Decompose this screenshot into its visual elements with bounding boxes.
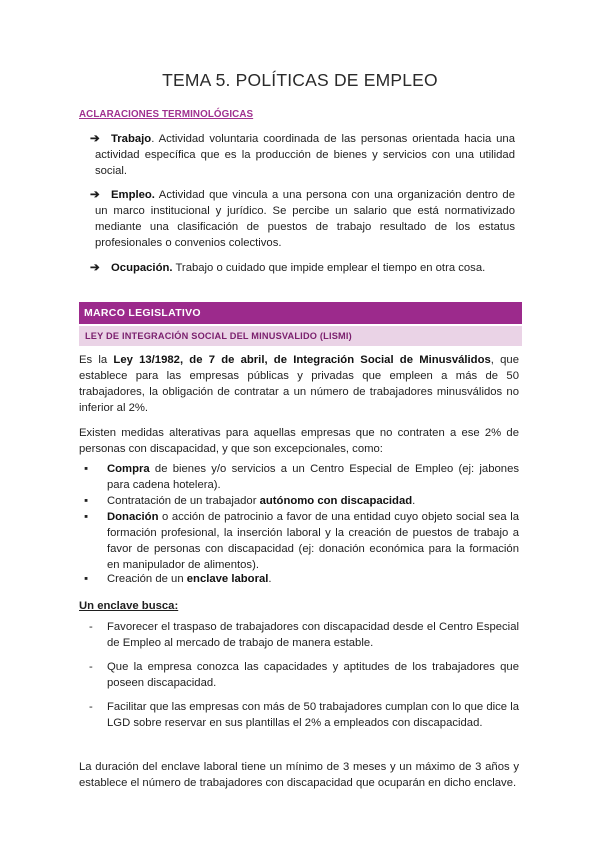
square-bullet-icon: ▪	[84, 463, 89, 475]
dash-item-traspaso: - Favorecer el traspaso de trabajadores con discapacidad desde el Centro Especial de Empleo al mercado de trabajo de manera estable.	[89, 621, 519, 649]
enclave-heading: Un enclave busca:	[79, 600, 179, 612]
term-empleo: Empleo.	[111, 189, 155, 201]
bullet-item-compra: ▪ Compra de bienes y/o servicios a un Centro Especial de Empleo (ej: jabones para cadena hotelera).	[84, 463, 519, 491]
dash-marker: -	[89, 621, 93, 633]
section-heading: MARCO LEGISLATIVO	[79, 302, 522, 324]
square-bullet-icon: ▪	[84, 511, 89, 523]
definition-ocupacion: Trabajo o cuidado que impide emplear el tiempo en otra cosa.	[172, 262, 486, 274]
duracion-paragraph: La duración del enclave laboral tiene un mínimo de 3 meses y un máximo de 3 años y establece el número de trabajadores con discapacidad que ocuparán en dicho enclave.	[79, 761, 519, 789]
term-trabajo: Trabajo	[111, 133, 152, 145]
dash-marker: -	[89, 701, 93, 713]
medidas-paragraph: Existen medidas alterativas para aquellas empresas que no contraten a ese 2% de personas con discapacidad, y que son excepcionales, como:	[79, 427, 519, 455]
dash-item-facilitar: - Facilitar que las empresas con más de 50 trabajadores cumplan con lo que dice la LGD sobre reservar en sus plantillas el 2% a empleados con discapacidad.	[89, 701, 519, 729]
arrow-item-empleo	[90, 187, 515, 251]
lismi-post: , que establece para las empresas públicas y privadas que empleen a más de 50 trabajadores, la obligación de contratar a un número de trabajadores minusválidos no inferior al 2%.	[79, 354, 519, 414]
arrow-right-icon: ➔	[90, 189, 100, 201]
square-bullet-icon: ▪	[84, 573, 89, 585]
lismi-law: Ley 13/1982, de 7 de abril, de Integración Social de Minusválidos	[113, 354, 491, 366]
bullet-item-donacion: ▪ Donación o acción de patrocinio a favor de una entidad cuyo objeto social sea la formación profesional, la inserción laboral y la creación de puestos de trabajo a favor de personas con discapacidad (ej: donación económica para la formación en manipulador de alimentos).	[84, 511, 519, 571]
arrow-item-ocupacion	[90, 260, 515, 276]
subsection-heading: LEY DE INTEGRACIÓN SOCIAL DEL MINUSVALIDO (LISMI)	[79, 326, 522, 346]
bullet-item-contratacion: ▪ Contratación de un trabajador autónomo con discapacidad.	[84, 495, 416, 507]
aclaraciones-heading: ACLARACIONES TERMINOLÓGICAS	[79, 109, 254, 120]
arrow-right-icon: ➔	[90, 262, 100, 274]
arrow-right-icon: ➔	[90, 133, 100, 145]
square-bullet-icon: ▪	[84, 495, 89, 507]
dash-marker: -	[89, 661, 93, 673]
page-title: TEMA 5. POLÍTICAS DE EMPLEO	[162, 70, 438, 90]
lismi-pre: Es la	[79, 354, 114, 366]
dash-item-capacidades: - Que la empresa conozca las capacidades y aptitudes de los trabajadores que poseen discapacidad.	[89, 661, 519, 689]
term-ocupacion: Ocupación.	[111, 262, 173, 274]
lismi-paragraph	[79, 352, 519, 416]
definition-trabajo: . Actividad voluntaria coordinada de las personas orientada hacia una actividad específica que es la producción de bienes y servicios con una utilidad social.	[95, 133, 515, 177]
definition-empleo: Actividad que vincula a una persona con una organización dentro de un marco institucional y jurídico. Se percibe un salario que está normativizado mediante una clasificación de puestos de trabajo resultado de los estatus profesionales o convenios colectivos.	[95, 189, 515, 249]
bullet-item-enclave: ▪ Creación de un enclave laboral.	[84, 573, 272, 585]
arrow-item-trabajo	[90, 131, 515, 179]
